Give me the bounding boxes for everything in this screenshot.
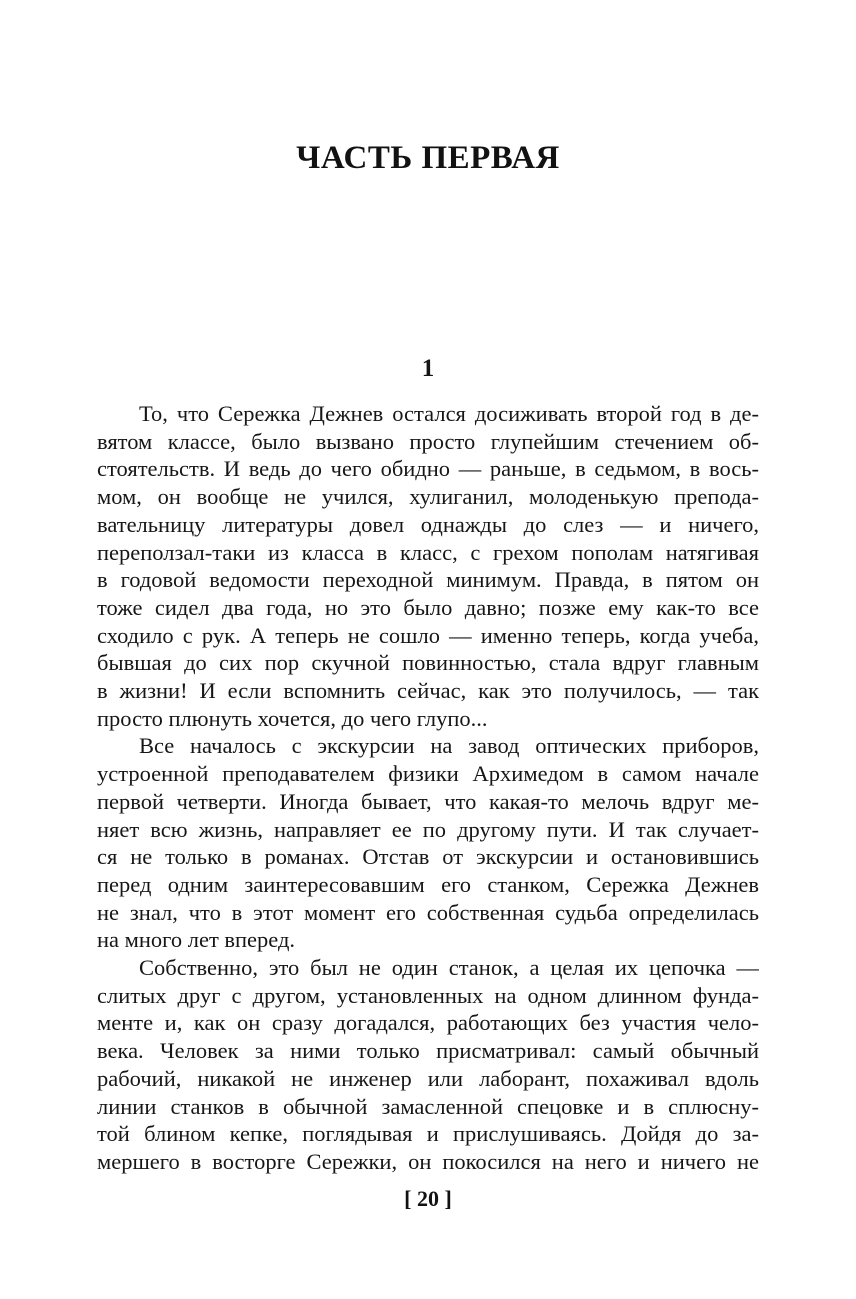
text-line: века. Человек за ними только присматривал: самый обычный [97, 1038, 759, 1064]
text-line: перед одним заинтересовавшим его станком, Сережка Дежнев [97, 871, 759, 897]
page-number: [ 20 ] [404, 1185, 452, 1211]
text-line: на много лет вперед. [97, 927, 296, 953]
text-line: То, что Сережка Дежнев остался досиживать второй год в де- [139, 401, 759, 426]
paragraph-1 [97, 400, 759, 732]
text-line: мом, он вообще не учился, хулиганил, молоденькую препода- [97, 484, 759, 510]
text-line: менте и, как он сразу догадался, работающих без участия чело- [97, 1010, 759, 1036]
chapter-number: 1 [421, 355, 435, 382]
text-line: просто плюнуть хочется, до чего глупо... [97, 705, 488, 731]
text-line: сходило с рук. А теперь не сошло — именно теперь, когда учеба, [97, 622, 759, 648]
text-line: рабочий, никакой не инженер или лаборант, похаживал вдоль [97, 1065, 759, 1091]
text-line: в жизни! И если вспомнить сейчас, как это получилось, — так [97, 678, 759, 704]
text-line: тоже сидел два года, но это было давно; позже ему как-то все [97, 594, 759, 620]
text-line: мершего в восторге Сережки, он покосился на него и ничего не [97, 1148, 759, 1174]
text-line: Собственно, это был не один станок, а целая их цепочка — [139, 955, 759, 981]
text-line: первой четверти. Иногда бывает, что какая-то мелочь вдруг ме- [97, 788, 759, 814]
text-line: слитых друг с другом, установленных на одном длинном фунда- [97, 982, 759, 1008]
text-line: Все началось с экскурсии на завод оптических приборов, [139, 733, 759, 759]
text-line: вательницу литературы довел однажды до слез — и ничего, [97, 511, 759, 537]
text-line: бывшая до сих пор скучной повинностью, стала вдруг главным [97, 650, 759, 676]
text-line: вятом классе, было вызвано просто глупейшим стечением об- [97, 428, 759, 454]
text-line: устроенной преподавателем физики Архимедом в самом начале [97, 761, 759, 787]
text-line: ся не только в романах. Отстав от экскурсии и остановившись [97, 844, 759, 870]
text-line: стоятельств. И ведь до чего обидно — раньше, в седьмом, в вось- [97, 456, 759, 482]
text-line: той блином кепке, поглядывая и прислушиваясь. Дойдя до за- [97, 1121, 759, 1147]
paragraph-2 [97, 732, 759, 954]
text-line: не знал, что в этот момент его собственная судьба определилась [97, 899, 759, 925]
body-text [97, 400, 759, 1176]
text-line: переползал-таки из класса в класс, с грехом пополам натягивая [97, 539, 759, 565]
paragraph-3 [97, 954, 759, 1176]
text-line: в годовой ведомости переходной минимум. Правда, в пятом он [97, 567, 759, 593]
text-line: няет всю жизнь, направляет ее по другому пути. И так случает- [97, 816, 759, 842]
text-line: линии станков в обычной замасленной спецовке и в сплюсну- [97, 1093, 759, 1119]
part-title: ЧАСТЬ ПЕРВАЯ [296, 140, 560, 176]
